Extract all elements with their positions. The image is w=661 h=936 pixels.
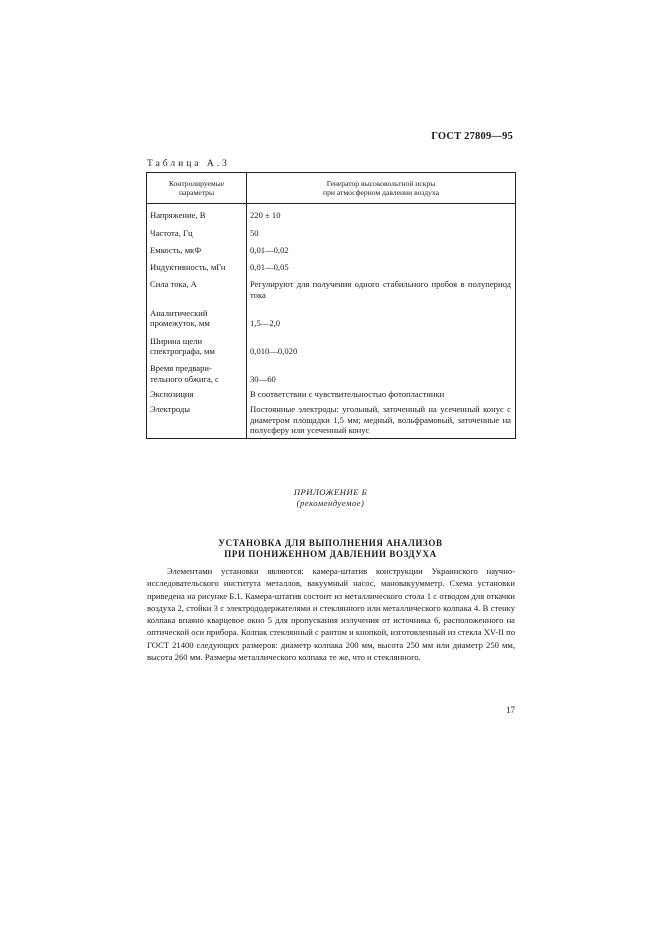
param-cell: Индуктивность, мГн <box>147 257 247 274</box>
value-cell: Регулируют для получения одного стабильного пробоя в полупериод тока <box>250 279 511 300</box>
table-row <box>147 401 516 438</box>
table-row <box>147 386 516 401</box>
appendix-title: ПРИЛОЖЕНИЕ Б <box>293 487 368 497</box>
body-paragraph: Элементами установки являются: камера-штатив конструкции Украинского научно-исследовательского института металлов, вакуумный насос, мановакуумметр. Схема установки приведена на рисунке Б.1. Камера-штатив состоит из металлического стола 1 с отводом для откачки воздуха 2, стойки 3 с электрододержателями и стеклянного или металлического колпака 4. В стенку колпака впаяно кварцевое окно 5 для пропускания излучения от источника 6, расположенного на оптической оси прибора. Колпак стеклянный с рантом и кнопкой, изготовленный из стекла XV-II по ГОСТ 21400 следующих размеров: диаметр колпака 200 мм, высота 250 мм или диаметр 250 мм, высота 260 мм. Размеры металлического колпака те же, что и стеклянного. <box>147 566 515 663</box>
table-row <box>147 240 516 257</box>
value-cell: 1,5—2,0 <box>250 318 281 329</box>
table-row <box>147 331 516 359</box>
parameters-table <box>146 172 516 439</box>
param-cell: Аналитический промежуток, мм <box>147 302 247 331</box>
section-heading-line1: УСТАНОВКА ДЛЯ ВЫПОЛНЕНИЯ АНАЛИЗОВ <box>218 538 443 548</box>
document-code: ГОСТ 27809—95 <box>431 131 513 142</box>
table-header-row <box>147 173 516 204</box>
page-number: 17 <box>506 705 515 715</box>
value-cell: 0,010—0,020 <box>250 346 298 357</box>
param-cell: Емкость, мкФ <box>147 240 247 257</box>
value-cell: 220 ± 10 <box>250 210 281 221</box>
value-cell: 0,01—0,05 <box>250 262 289 273</box>
section-heading-line2: ПРИ ПОНИЖЕННОМ ДАВЛЕНИИ ВОЗДУХА <box>224 549 437 560</box>
table-row <box>147 274 516 302</box>
param-cell: Напряжение, В <box>147 204 247 223</box>
section-heading <box>0 538 661 561</box>
param-cell: Сила тока, А <box>147 274 247 302</box>
table-row <box>147 358 516 386</box>
table-row <box>147 257 516 274</box>
value-cell: 50 <box>250 227 259 238</box>
value-cell: В соответствии с чувствительностью фотопластинки <box>250 388 445 399</box>
table-row <box>147 223 516 240</box>
appendix-subtitle: (рекомендуемое) <box>296 497 365 508</box>
table-caption: Таблица А.3 <box>147 159 230 169</box>
param-cell: Экспозиция <box>147 386 247 401</box>
column-header-parameters: Контролируемые параметры <box>147 173 247 204</box>
column-header-generator: Генератор высоковольтной искры при атмосферном давлении воздуха <box>247 173 516 204</box>
appendix-label <box>0 487 661 508</box>
table-row <box>147 204 516 223</box>
param-cell: Ширина щели спектрографа, мм <box>147 331 247 359</box>
value-cell: 0,01—0,02 <box>250 244 289 255</box>
param-cell: Электроды <box>147 401 247 438</box>
value-cell: 30—60 <box>250 373 276 384</box>
table-row <box>147 302 516 331</box>
param-cell: Частота, Гц <box>147 223 247 240</box>
value-cell: Постоянные электроды: угольный, заточенный на усеченный конус с диаметром площадки 1,5 мм; медный, вольфрамовый, заточенные на полусферу или усеченный конус <box>250 404 511 435</box>
param-cell: Время предвари-тельного обжига, с <box>147 358 247 386</box>
